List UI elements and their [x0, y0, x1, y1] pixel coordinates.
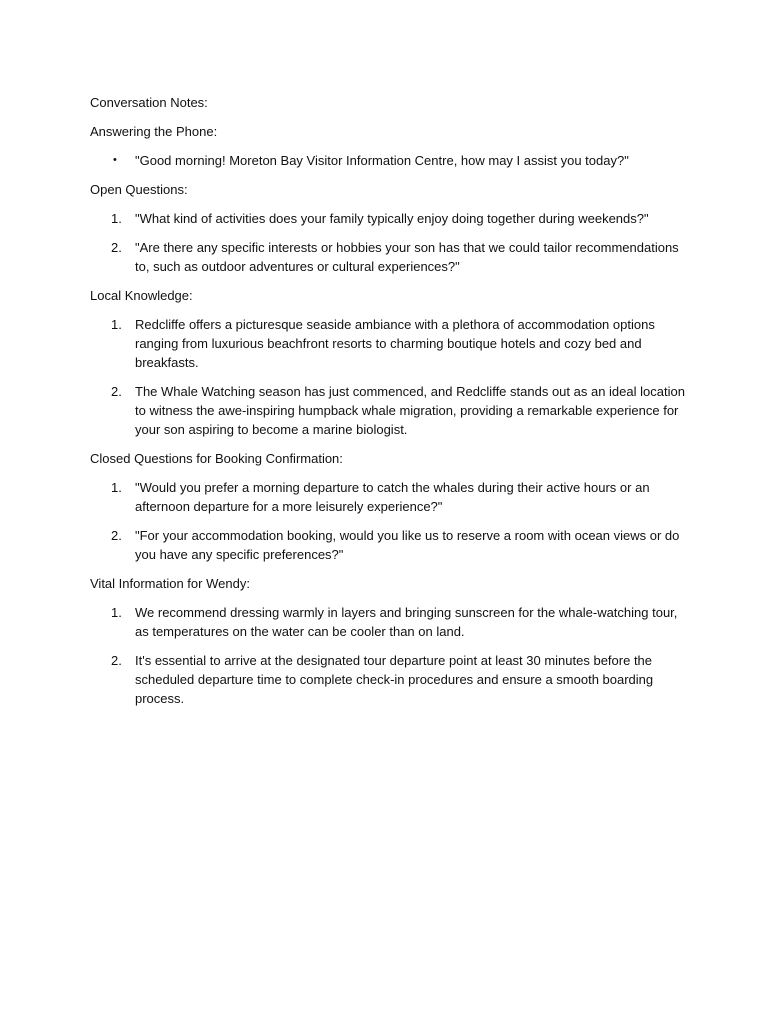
numbered-list [90, 478, 690, 564]
list-item-text: We recommend dressing warmly in layers and bringing sunscreen for the whale-watching tour, as temperatures on the water can be cooler than on land. [135, 605, 678, 639]
list-item [90, 651, 690, 708]
list-number: 2. [111, 240, 122, 255]
list-number: 1. [111, 605, 122, 620]
numbered-list [90, 209, 690, 276]
bullet-icon: • [113, 154, 117, 166]
section-closed-questions [90, 449, 690, 564]
section-open-questions [90, 180, 690, 276]
section-local-knowledge [90, 286, 690, 439]
list-item-text: "Are there any specific interests or hobbies your son has that we could tailor recommendations to, such as outdoor adventures or cultural experiences?" [135, 240, 679, 274]
list-number: 1. [111, 317, 122, 332]
section-heading: Answering the Phone: [90, 124, 218, 139]
list-item [90, 315, 690, 372]
section-heading: Vital Information for Wendy: [90, 576, 250, 591]
list-number: 1. [111, 211, 122, 226]
numbered-list [90, 315, 690, 439]
list-item [90, 526, 690, 564]
list-item-text: It's essential to arrive at the designated tour departure point at least 30 minutes before the scheduled departure time to complete check-in procedures and ensure a smooth boarding process. [135, 653, 654, 706]
list-item-text: "Good morning! Moreton Bay Visitor Information Centre, how may I assist you today?" [135, 153, 629, 168]
list-item-text: The Whale Watching season has just commenced, and Redcliffe stands out as an ideal location to witness the awe-inspiring humpback whale migration, providing a remarkable experience for your son aspiring to become a marine biologist. [135, 384, 685, 437]
list-item [90, 603, 690, 641]
list-number: 2. [111, 384, 122, 399]
document-page [90, 93, 690, 718]
list-item [90, 382, 690, 439]
list-number: 2. [111, 528, 122, 543]
list-item [90, 209, 690, 228]
list-item-text: "What kind of activities does your family typically enjoy doing together during weekends?" [135, 211, 649, 226]
list-item [90, 238, 690, 276]
section-answering-the-phone [90, 122, 690, 170]
document-title: Conversation Notes: [90, 95, 208, 110]
list-item-text: "Would you prefer a morning departure to catch the whales during their active hours or an afternoon departure for a more leisurely experience?" [135, 480, 650, 514]
list-number: 1. [111, 480, 122, 495]
bullet-list [90, 151, 690, 170]
list-item [90, 151, 690, 170]
list-item-text: Redcliffe offers a picturesque seaside ambiance with a plethora of accommodation options ranging from luxurious beachfront resorts to charming boutique hotels and cozy bed and breakfasts. [135, 317, 655, 370]
numbered-list [90, 603, 690, 708]
list-number: 2. [111, 653, 122, 668]
section-vital-information [90, 574, 690, 708]
section-heading: Open Questions: [90, 182, 188, 197]
list-item-text: "For your accommodation booking, would you like us to reserve a room with ocean views or do you have any specific preferences?" [135, 528, 680, 562]
section-heading: Closed Questions for Booking Confirmation: [90, 451, 343, 466]
section-heading: Local Knowledge: [90, 288, 193, 303]
list-item [90, 478, 690, 516]
